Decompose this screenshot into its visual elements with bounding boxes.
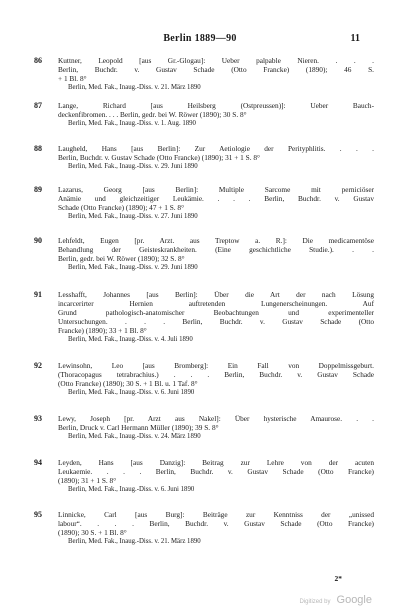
entry-number: 89 <box>34 185 42 194</box>
bibliography-entry <box>34 510 374 546</box>
entry-number: 86 <box>34 56 42 65</box>
entry-meta: Berlin, Med. Fak., Inaug.-Diss. v. 29. Juni 1890 <box>68 163 198 170</box>
entry-line: deckenfibromen. . . . Berlin, gedr. bei W. Röwer (1890); 30 S. 8° <box>58 110 247 119</box>
entry-line: Lesshafft, Johannes [aus Berlin]: Über die Art der nach Lösung <box>58 290 374 299</box>
entry-line: Berlin, gedr. bei W. Röwer (1890); 32 S. 8° <box>58 254 185 263</box>
bibliography-entry <box>34 236 374 272</box>
entry-line: Lewy, Joseph [pr. Arzt aus Nakel]: Über hysterische Amaurose. . . <box>58 414 374 423</box>
entry-number: 90 <box>34 236 42 245</box>
entry-line: Leyden, Hans [aus Danzig]: Beitrag zur Lehre von der acuten <box>58 458 374 467</box>
entry-line: Kuttner, Leopold [aus Gr.-Glogau]: Ueber palpable Nieren. . . . <box>58 56 374 65</box>
entry-line: Berlin, Buchdr. v. Gustav Schade (Otto Francke) (1890); 46 S. <box>58 65 374 74</box>
entry-line: Leukaemie. . . . Berlin, Buchdr. v. Gustav Schade (Otto Francke) <box>58 467 374 476</box>
entry-body <box>58 414 374 441</box>
entry-meta: Berlin, Med. Fak., Inaug.-Diss. v. 21. März 1890 <box>68 538 201 545</box>
entry-body <box>58 101 374 128</box>
entry-body <box>58 56 374 92</box>
bibliography-entry <box>34 414 374 441</box>
entry-line: (Otto Francke) (1890); 30 S. + 1 Bl. u. 1 Taf. 8° <box>58 379 198 388</box>
entry-line: Behandlung der Geisteskrankheiten. (Eine geschichtliche Studie.). . . <box>58 245 374 254</box>
entry-number: 91 <box>34 290 42 299</box>
entry-number: 87 <box>34 101 42 110</box>
entry-line: Lange, Richard [aus Heilsberg (Ostpreussen)]: Ueber Bauch- <box>58 101 374 110</box>
entry-number: 95 <box>34 510 42 519</box>
entry-line: + 1 Bl. 8° <box>58 74 87 83</box>
entry-body <box>58 185 374 221</box>
entry-number: 93 <box>34 414 42 423</box>
entry-body <box>58 510 374 546</box>
entry-line: Laugheld, Hans [aus Berlin]: Zur Aetiologie der Perityphlitis. . . . <box>58 144 374 153</box>
entry-line: labour“. . . . Berlin, Buchdr. v. Gustav Schade (Otto Francke) <box>58 519 374 528</box>
bibliography-entry <box>34 101 374 128</box>
watermark-prefix: Digitized by <box>299 599 331 605</box>
entry-line: Lehfeldt, Eugen [pr. Arzt. aus Treptow a. R.]: Die medicamentöse <box>58 236 374 245</box>
entry-meta: Berlin, Med. Fak., Inaug.-Diss. v. 21. März 1890 <box>68 84 201 91</box>
bibliography-entry <box>34 361 374 397</box>
entry-line: (1890); 31 + 1 S. 8° <box>58 476 117 485</box>
entry-line: incarcerirter Hernien auftretenden Lungenerscheinungen. Auf <box>58 299 374 308</box>
entry-line: Lazarus, Georg [aus Berlin]: Multiple Sarcome mit perniciöser <box>58 185 374 194</box>
entry-line: Berlin, Druck v. Carl Hermann Müller (1890); 39 S. 8° <box>58 423 219 432</box>
entry-meta: Berlin, Med. Fak., Inaug.-Diss. v. 24. März 1890 <box>68 433 201 440</box>
entry-body <box>58 290 374 344</box>
page-number: 11 <box>350 33 360 44</box>
entry-meta: Berlin, Med. Fak., Inaug.-Diss. v. 27. Juni 1890 <box>68 213 198 220</box>
bibliography-entry <box>34 144 374 171</box>
entry-meta: Berlin, Med. Fak., Inaug.-Diss. v. 4. Juli 1890 <box>68 336 193 343</box>
entry-line: Anämie und gleichzeitiger Leukämie. . . . Berlin, Buchdr. v. Gustav <box>58 194 374 203</box>
signature-mark: 2* <box>334 574 342 583</box>
watermark-brand: Google <box>336 594 372 606</box>
entry-line: Untersuchungen. . . . Berlin, Buchdr. v. Gustav Schade (Otto <box>58 317 374 326</box>
bibliography-entry <box>34 290 374 344</box>
bibliography-entry <box>34 56 374 92</box>
entry-meta: Berlin, Med. Fak., Inaug.-Diss. v. 29. Juni 1890 <box>68 264 198 271</box>
page-title: Berlin 1889—90 <box>163 33 237 44</box>
entry-meta: Berlin, Med. Fak., Inaug.-Diss. v. 1. Aug. 1890 <box>68 120 196 127</box>
entry-body <box>58 458 374 494</box>
entry-meta: Berlin, Med. Fak., Inaug.-Diss. v. 6. Juni 1890 <box>68 389 195 396</box>
entry-number: 92 <box>34 361 42 370</box>
entry-line: Berlin, Buchdr. v. Gustav Schade (Otto Francke) (1890); 31 + 1 S. 8° <box>58 153 260 162</box>
entry-meta: Berlin, Med. Fak., Inaug.-Diss. v. 6. Juni 1890 <box>68 486 195 493</box>
entry-number: 88 <box>34 144 42 153</box>
entry-line: Linnicke, Carl [aus Burg]: Beiträge zur Kenntniss der „unissed <box>58 510 374 519</box>
watermark <box>299 594 372 606</box>
entry-body <box>58 236 374 272</box>
entry-body <box>58 144 374 171</box>
entry-number: 94 <box>34 458 42 467</box>
entry-line: Schade (Otto Francke) (1890); 47 + 1 S. 8° <box>58 203 184 212</box>
entry-line: Lewinsohn, Leo [aus Bromberg]: Ein Fall von Doppelmissgeburt. <box>58 361 374 370</box>
entry-line: Grund pathologisch-anatomischer Beobachtungen und experimenteller <box>58 308 374 317</box>
entry-line: (Thoracopagus tetrabrachius.) . . . Berlin, Buchdr. v. Gustav Schade <box>58 370 374 379</box>
entry-line: (1890); 30 S. + 1 Bl. 8° <box>58 528 127 537</box>
entry-body <box>58 361 374 397</box>
bibliography-entry <box>34 458 374 494</box>
bibliography-entry <box>34 185 374 221</box>
page-header <box>0 33 400 47</box>
entry-line: Francke) (1890); 33 + 1 Bl. 8° <box>58 326 147 335</box>
